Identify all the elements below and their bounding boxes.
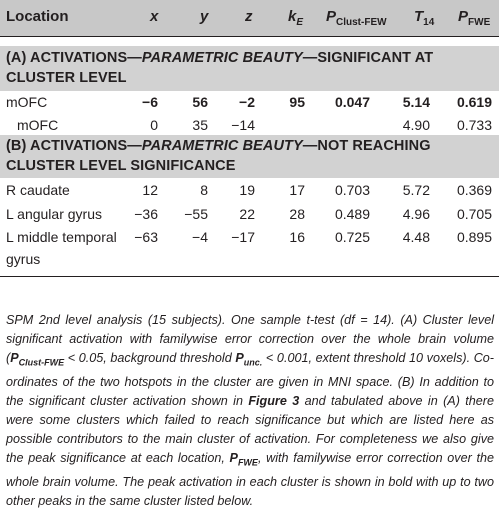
- cell-x: −63: [134, 229, 158, 245]
- cell-x: 12: [142, 182, 158, 198]
- cell-z: −2: [239, 94, 255, 110]
- cell-x: 0: [150, 117, 158, 133]
- section-a-band: [0, 46, 499, 91]
- header-t: $T_{14}$: [414, 8, 435, 28]
- cell-pclust: 0.047: [334, 94, 370, 110]
- cell-x: −36: [134, 206, 158, 222]
- section-b-title: (B) ACTIVATIONS—PARAMETRIC BEAUTY—NOT REACHING CLUSTER LEVEL SIGNIFICANCE: [6, 138, 431, 174]
- cell-location-cont: gyrus: [6, 251, 41, 267]
- cell-k: 17: [289, 182, 305, 198]
- header-y: y: [200, 8, 209, 25]
- cell-location: L middle temporal: [6, 229, 117, 245]
- header-k: $k_E$: [288, 8, 304, 28]
- cell-y: 8: [200, 182, 208, 198]
- cell-pfwe: 0.619: [456, 94, 492, 110]
- cell-z: −17: [231, 229, 255, 245]
- cell-k: 16: [289, 229, 305, 245]
- table-bottom-rule: [0, 276, 499, 277]
- cell-t: 5.14: [402, 94, 430, 110]
- cell-y: −55: [184, 206, 208, 222]
- cell-y: −4: [192, 229, 208, 245]
- cell-z: −14: [231, 117, 255, 133]
- header-pfwe: $P_{FWE}$: [458, 8, 491, 28]
- cell-t: 4.90: [402, 117, 430, 133]
- cell-pfwe: 0.733: [456, 117, 492, 133]
- section-a-title: (A) ACTIVATIONS—PARAMETRIC BEAUTY—SIGNIFICANT AT CLUSTER LEVEL: [6, 50, 434, 86]
- cell-location: L angular gyrus: [6, 206, 102, 222]
- header-pclust: $P_{Clust-FEW}$: [326, 8, 387, 28]
- cell-location: mOFC: [6, 94, 48, 110]
- cell-t: 5.72: [402, 182, 430, 198]
- header-z: z: [245, 8, 253, 25]
- cell-y: 56: [192, 94, 208, 110]
- cell-t: 4.48: [402, 229, 430, 245]
- cell-t: 4.96: [402, 206, 430, 222]
- cell-z: 19: [239, 182, 255, 198]
- cell-pfwe: 0.705: [456, 206, 492, 222]
- cell-y: 35: [192, 117, 208, 133]
- header-x: x: [150, 8, 159, 25]
- cell-x: −6: [142, 94, 158, 110]
- header-rule: [0, 36, 499, 37]
- cell-location: R caudate: [6, 182, 70, 198]
- cell-location: mOFC: [17, 117, 59, 133]
- cell-pclust: 0.725: [334, 229, 370, 245]
- table-caption: SPM 2nd level analysis (15 subjects). One sample t-test (df = 14). (A) Cluster level significant activation with familywise error correction over the whole brain volume ($P_{Clust-FWE} < 0.05$, background threshold $P_{unc.} < 0.001$, extent threshold 10 voxels). Co-ordinates of the two hotspots in the cluster are given in MNI space. (B) In addition to the significant cluster activation shown in Figure 3 and tabulated above in (A) there were some clusters which failed to reach significance but which are listed here as possible contributors to the main cluster of activation. For completeness we also give the peak significance at each location, $P_{FWE}$, with familywise error correction over the whole brain volume. The peak activation in each cluster is shown in bold with up to two other peaks in the same cluster listed below.: [6, 313, 495, 508]
- header-location: Location: [6, 8, 69, 25]
- cell-z: 22: [239, 206, 255, 222]
- section-b-band: [0, 135, 499, 178]
- cell-pclust: 0.489: [334, 206, 370, 222]
- cell-k: 28: [289, 206, 305, 222]
- table-header: [0, 0, 499, 36]
- cell-pfwe: 0.369: [456, 182, 492, 198]
- cell-pfwe: 0.895: [456, 229, 492, 245]
- cell-pclust: 0.703: [334, 182, 370, 198]
- cell-k: 95: [289, 94, 305, 110]
